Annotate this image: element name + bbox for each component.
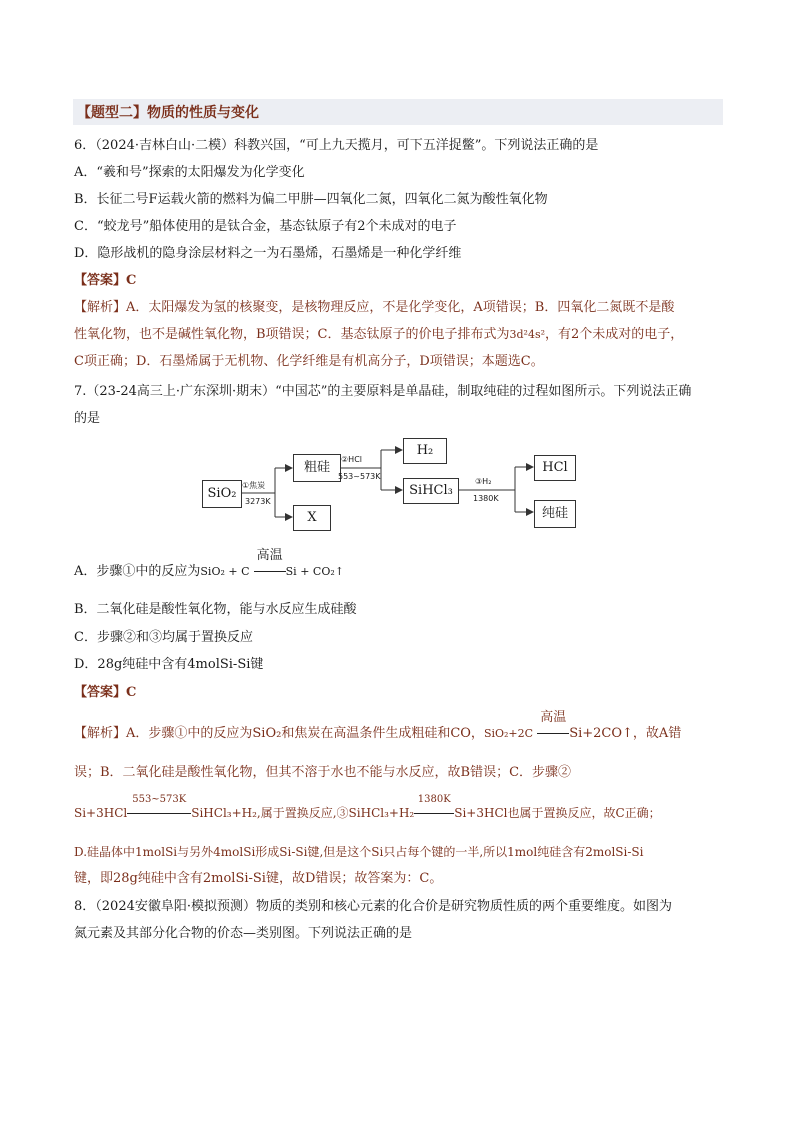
q7-stem-line1: 7.（23-24高三上·广东深圳·期末）“中国芯”的主要原料是单晶硅，制取纯硅的过程如图所示。下列说法正确 xyxy=(74,384,692,399)
q6-analysis-line3: C项正确；D．石墨烯属于无机物、化学纤维是有机高分子，D项错误；本题选C。 xyxy=(74,354,544,369)
q7-answer: 【答案】C xyxy=(74,685,137,700)
section-title: 【题型二】物质的性质与变化 xyxy=(77,105,259,121)
q6-analysis-line2b: ，有2个未成对的电子， xyxy=(545,327,684,342)
q7-stem-line2: 的是 xyxy=(74,411,101,426)
q7-option-c: C．步骤②和③均属于置换反应 xyxy=(74,630,253,645)
q7-an3-condition2: 1380K xyxy=(417,794,451,805)
box-x: X xyxy=(293,505,331,531)
q8-stem-line2: 氮元素及其部分化合物的价态—类别图。下列说法正确的是 xyxy=(74,926,413,941)
q7-an3-condition: 553~573K xyxy=(132,794,187,805)
q7-option-a xyxy=(74,548,344,582)
q7-analysis-line1 xyxy=(74,710,682,744)
box-pure-silicon: 纯硅 xyxy=(534,500,576,528)
q7-an1-condition: 高温 xyxy=(540,710,567,725)
q7-an1-left: SiO₂+2C xyxy=(483,727,534,740)
q6-option-c: C．“蛟龙号”船体使用的是钛合金，基态钛原子有2个未成对的电子 xyxy=(74,219,457,234)
q7-option-b: B．二氧化硅是酸性氧化物，能与水反应生成硅酸 xyxy=(74,602,357,617)
q7-an1-right: Si+2CO↑，故A错 xyxy=(569,726,682,741)
q6-option-a: A．“羲和号”探索的太阳爆发为化学变化 xyxy=(74,165,305,180)
label-step2: ②HCl xyxy=(341,455,362,464)
q7-an3-right: Si+3HCl也属于置换反应，故C正确； xyxy=(454,806,661,820)
q7-an3-arrow2 xyxy=(414,794,454,823)
q6-option-b: B．长征二号F运载火箭的燃料为偏二甲肼—四氧化二氮，四氧化二氮为酸性氧化物 xyxy=(74,192,548,207)
q6-answer: 【答案】C xyxy=(74,273,137,288)
q6-electron-config: 3d²4s² xyxy=(509,328,546,341)
q7-an1-arrow xyxy=(537,710,569,744)
q7-an3-mid: SiHCl₃+H₂,属于置换反应,③SiHCl₃+H₂ xyxy=(191,806,415,820)
q6-analysis-line2a: 性氧化物，也不是碱性氧化物，B项错误；C．基态钛原子的价电子排布式为 xyxy=(74,327,510,342)
q7-option-a-left: SiO₂ + C xyxy=(200,565,250,578)
q7-option-a-right: Si + CO₂↑ xyxy=(285,565,344,578)
q7-an3-left: Si+3HCl xyxy=(74,806,128,820)
box-h2: H₂ xyxy=(403,438,447,464)
q6-analysis-line1: 【解析】A．太阳爆发为氢的核聚变，是核物理反应，不是化学变化，A项错误；B．四氧化二氮既不是酸 xyxy=(74,300,675,315)
q7-option-a-arrow xyxy=(254,548,286,582)
q6-stem: 6．（2024·吉林白山·二模）科教兴国，“可上九天揽月，可下五洋捉鳖”。下列说法正确的是 xyxy=(74,138,599,153)
box-hcl: HCl xyxy=(534,455,576,481)
q7-option-d: D．28g纯硅中含有4molSi-Si键 xyxy=(74,657,264,672)
q6-option-d: D．隐形战机的隐身涂层材料之一为石墨烯，石墨烯是一种化学纤维 xyxy=(74,246,462,261)
q7-analysis-line2: 误；B．二氧化硅是酸性氧化物，但其不溶于水也不能与水反应，故B错误；C．步骤② xyxy=(74,765,572,780)
q7-analysis-line5: 键，即28g纯硅中含有2molSi-Si键，故D错误；故答案为：C。 xyxy=(74,871,443,886)
label-step3-temp: 1380K xyxy=(473,494,499,503)
q7-an3-arrow xyxy=(127,794,191,823)
box-crude-silicon: 粗硅 xyxy=(293,454,341,482)
q7-analysis-line4: D.硅晶体中1molSi与另外4molSi形成Si-Si键,但是这个Si只占每个键的一半,所以1mol纯硅含有2molSi-Si xyxy=(74,845,644,859)
q7-option-a-condition: 高温 xyxy=(256,548,283,563)
q8-stem-line1: 8．（2024安徽阜阳·模拟预测）物质的类别和核心元素的化合价是研究物质性质的两个重要维度。如图为 xyxy=(74,899,672,914)
q6-analysis-line2 xyxy=(74,325,683,345)
box-sihcl3: SiHCl₃ xyxy=(403,478,459,504)
q7-option-a-prefix: A．步骤①中的反应为 xyxy=(74,564,201,579)
label-step2-temp: 553~573K xyxy=(338,472,381,481)
q7-analysis-line3 xyxy=(74,794,661,823)
label-step1: ①焦炭 xyxy=(242,481,266,490)
q7-an1-prefix: 【解析】A．步骤①中的反应为SiO₂和焦炭在高温条件生成粗硅和CO， xyxy=(74,726,484,741)
label-step1-temp: 3273K xyxy=(245,497,271,506)
box-sio2: SiO₂ xyxy=(202,480,242,508)
silicon-process-diagram xyxy=(195,432,595,542)
section-heading xyxy=(73,99,723,125)
label-step3: ③H₂ xyxy=(475,477,492,486)
